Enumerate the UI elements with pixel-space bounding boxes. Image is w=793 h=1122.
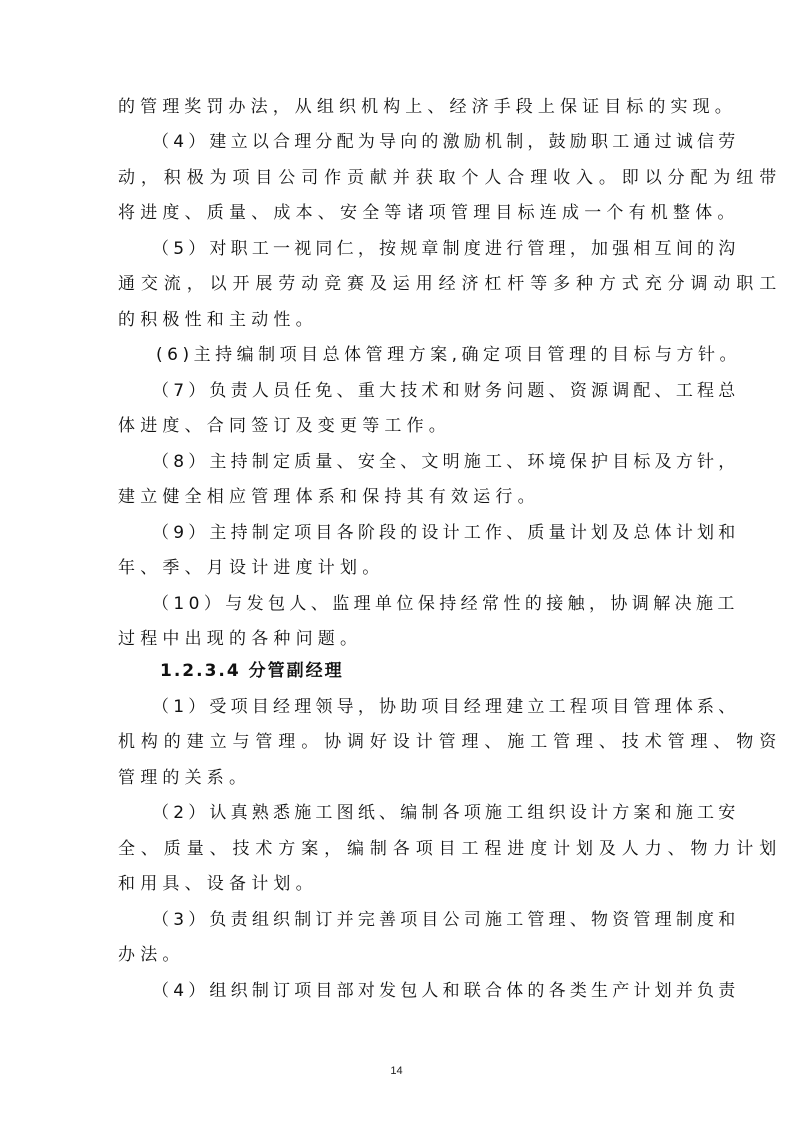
body-line <box>0 940 793 970</box>
paragraph-first-line <box>0 798 793 828</box>
body-line <box>0 624 793 654</box>
body-line <box>0 553 793 583</box>
body-text: 建立健全相应管理体系和保持其有效运行。 <box>118 487 540 507</box>
paragraph-first-line <box>0 518 793 548</box>
body-text: 办法。 <box>118 945 185 965</box>
body-text: （8）主持制定质量、安全、文明施工、环境保护目标及方针， <box>152 452 740 472</box>
body-text: （9）主持制定项目各阶段的设计工作、质量计划及总体计划和 <box>152 523 740 543</box>
body-text: （10）与发包人、监理单位保持经常性的接触，协调解决施工 <box>152 594 739 614</box>
body-line <box>0 869 793 899</box>
paragraph-first-line <box>0 905 793 935</box>
body-line <box>0 92 793 122</box>
body-line <box>0 269 793 299</box>
paragraph-first-line <box>0 447 793 477</box>
body-line <box>0 727 793 757</box>
body-text: （2）认真熟悉施工图纸、编制各项施工组织设计方案和施工安 <box>152 803 740 823</box>
body-line <box>0 198 793 228</box>
body-text: （1）受项目经理领导，协助项目经理建立工程项目管理体系、 <box>152 697 740 717</box>
body-text: 动，积极为项目公司作贡献并获取个人合理收入。即以分配为纽带 <box>118 168 783 188</box>
body-text: 通交流，以开展劳动竞赛及运用经济杠杆等多种方式充分调动职工 <box>118 274 783 294</box>
paragraph-first-line <box>0 376 793 406</box>
body-text: 年、季、月设计进度计划。 <box>118 558 385 578</box>
body-text: 管理的关系。 <box>118 768 252 788</box>
body-text: 的积极性和主动性。 <box>118 310 318 330</box>
body-text: 机构的建立与管理。协调好设计管理、施工管理、技术管理、物资 <box>118 732 783 752</box>
body-text: 将进度、质量、成本、安全等诸项管理目标连成一个有机整体。 <box>118 203 740 223</box>
paragraph-first-line <box>0 234 793 264</box>
body-text: 过程中出现的各种问题。 <box>118 629 363 649</box>
paragraph-first-line <box>0 692 793 722</box>
body-text: （7）负责人员任免、重大技术和财务问题、资源调配、工程总 <box>152 381 740 401</box>
section-heading-text: 1.2.3.4 分管副经理 <box>160 661 344 681</box>
body-text: 的管理奖罚办法，从组织机构上、经济手段上保证目标的实现。 <box>118 97 737 117</box>
body-line <box>0 411 793 441</box>
body-line <box>0 305 793 335</box>
page-number: 14 <box>390 1065 403 1077</box>
body-line <box>0 163 793 193</box>
paragraph-first-line <box>0 127 793 157</box>
body-line <box>0 834 793 864</box>
body-text: （3）负责组织制订并完善项目公司施工管理、物资管理制度和 <box>152 910 740 930</box>
body-text: 全、质量、技术方案，编制各项目工程进度计划及人力、物力计划 <box>118 839 783 859</box>
paragraph-first-line <box>0 340 793 370</box>
body-text: （5）对职工一视同仁，按规章制度进行管理，加强相互间的沟 <box>152 239 740 259</box>
body-text: （4）组织制订项目部对发包人和联合体的各类生产计划并负责 <box>152 981 740 1001</box>
section-heading <box>0 656 793 686</box>
body-line <box>0 482 793 512</box>
body-text: （4）建立以合理分配为导向的激励机制，鼓励职工通过诚信劳 <box>152 132 740 152</box>
body-line <box>0 763 793 793</box>
body-text: 体进度、合同签订及变更等工作。 <box>118 416 451 436</box>
paragraph-first-line <box>0 589 793 619</box>
body-text: (6)主持编制项目总体管理方案,确定项目管理的目标与方针。 <box>156 345 741 365</box>
paragraph-first-line <box>0 976 793 1006</box>
body-text: 和用具、设备计划。 <box>118 874 318 894</box>
